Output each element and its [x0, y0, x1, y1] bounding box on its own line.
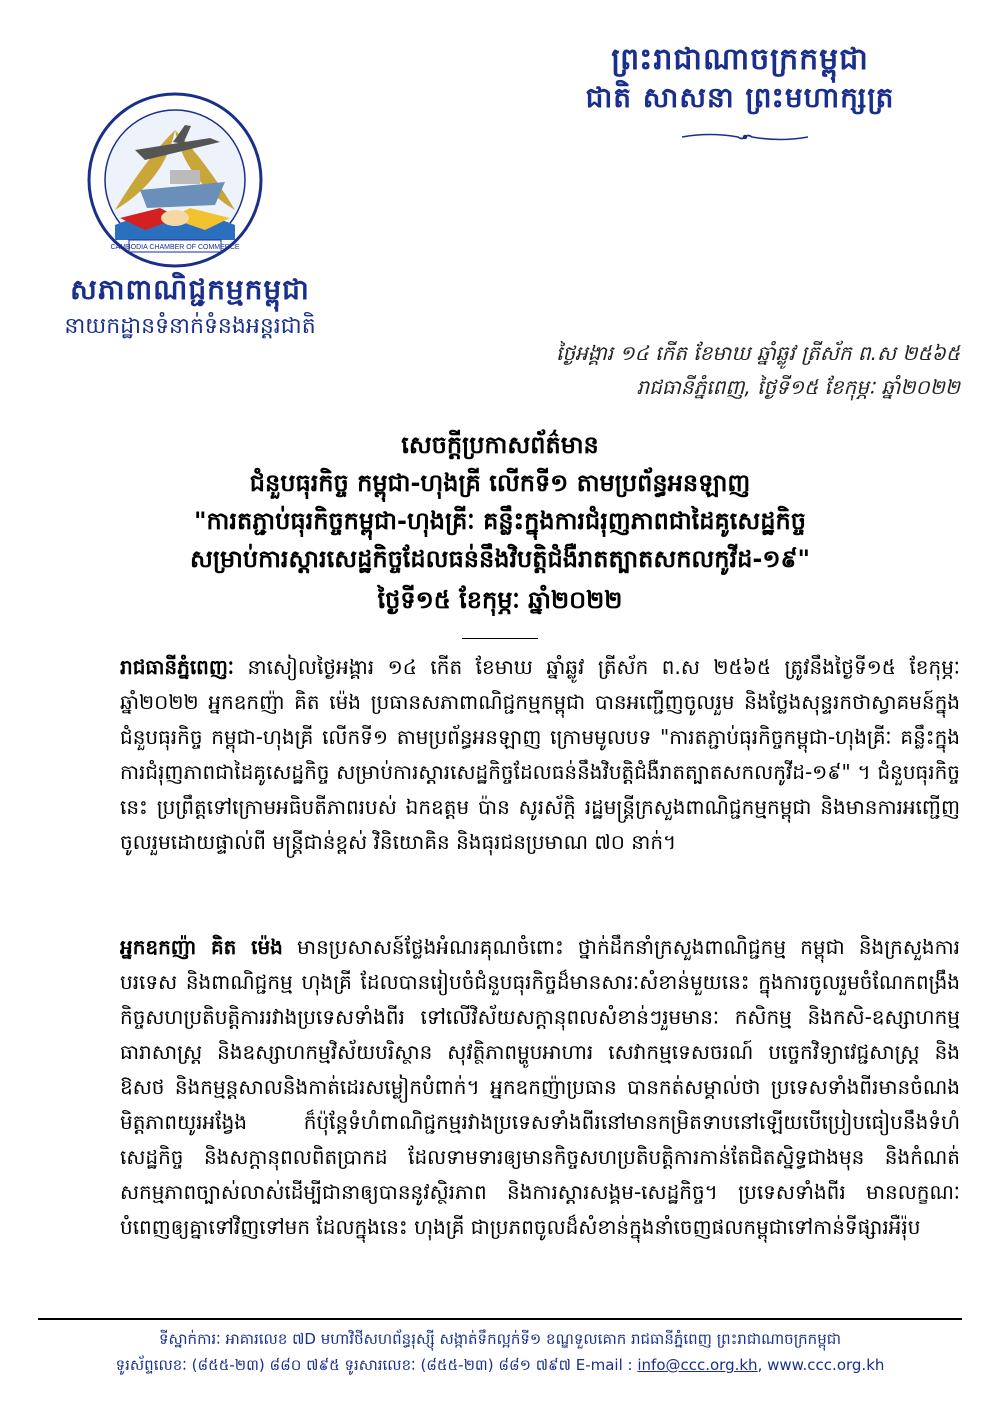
- body-paragraph-1: [120, 650, 960, 860]
- title-underline: [462, 638, 538, 639]
- department-name: នាយកដ្ឋានទំនាក់ទំនងអន្តរជាតិ: [64, 314, 316, 339]
- footer-contact: [40, 1356, 960, 1378]
- footer-phone-fax: ទូរស័ព្ទលេខៈ (៨៥៥-២៣) ៨៨០ ៧៩៥ ទូរសារលេខៈ (៨៥៥-២៣) ៨៨១ ៧៩៧ E-mail :: [115, 1356, 638, 1374]
- national-motto: ជាតិ សាសនា ព្រះមហាក្សត្រ: [585, 81, 895, 114]
- event-title: ជំនួបធុរកិច្ច កម្ពុជា-ហុងគ្រី លើកទី១ តាមប្រព័ន្ធអនឡាញ: [249, 469, 751, 497]
- kingdom-title: ព្រះរាជាណាចក្រកម្ពុជា: [611, 42, 869, 77]
- lunar-date: ថ្ងៃអង្គារ ១៤ កើត ខែមាឃ ឆ្នាំឆ្លូវ ត្រីស័ក ព.ស ២៥៦៥: [556, 341, 960, 365]
- footer-divider: [38, 1318, 962, 1320]
- press-release-heading: សេចក្តីប្រកាសព័ត៌មាន: [401, 431, 599, 459]
- ornament-divider: [680, 131, 810, 143]
- email-link[interactable]: info@ccc.org.kh: [637, 1356, 758, 1374]
- organization-name: សភាពាណិជ្ជកម្មកម្ពុជា: [70, 273, 310, 306]
- body-paragraph-2: [120, 930, 960, 1245]
- solar-date: រាជធានីភ្នំពេញ, ថ្ងៃទី១៥ ខែកុម្ភៈ ឆ្នាំ២០២២: [636, 375, 960, 399]
- paragraph-text: មានប្រសាសន៍ថ្លែងអំណរគុណចំពោះ ថ្នាក់ដឹកនាំក្រសួងពាណិជ្ជកម្ម កម្ពុជា និងក្រសួងការបរទេស និងពាណិជ្ជកម្ម ហុងគ្រី ដែលបានរៀបចំជំនួបធុរកិច្ចដ៏មានសារៈសំខាន់មួយនេះ ក្នុងការចូលរួមចំណែកពង្រឹងកិច្ចសហប្រតិបត្តិការរវាងប្រទេសទាំងពីរ ទៅលើវិស័យសក្តានុពលសំខាន់ៗរួមមានៈ កសិកម្ម និងកសិ-ឧស្សាហកម្ម ធារាសាស្ត្រ និងឧស្សាហកម្មវិស័យបរិស្ថាន សុវត្ថិភាពម្ហូបអាហារ សេវាកម្មទេសចរណ៍ បច្ចេកវិទ្យាវេជ្ជសាស្ត្រ និង ឱសថ និងកម្មន្តសាលនិងកាត់ដេរសម្លៀកបំពាក់។ អ្នកឧកញ៉ាប្រធាន បានកត់សម្គាល់ថា ប្រទេសទាំងពីរមានចំណងមិត្តភាពយូរអង្វែង ក៏ប៉ុន្តែទំហំពាណិជ្ជកម្មរវាងប្រទេសទាំងពីរនៅមានកម្រិតទាបនៅឡើយបើប្រៀបធៀបនឹងទំហំសេដ្ឋកិច្ច និងសក្តានុពលពិតប្រាកដ ដែលទាមទារឲ្យមានកិច្ចសហប្រតិបត្តិការកាន់តែជិតស្និទ្ធជាងមុន និងកំណត់សកម្មភាពច្បាស់លាស់ដើម្បីជានាឲ្យបាននូវស្ថិរភាព និងការស្តារសង្គម-សេដ្ឋកិច្ច។ ប្រទេសទាំងពីរ មានលក្ខណៈបំពេញឲ្យគ្នាទៅវិញទៅមក ដែលក្នុងនេះ ហុងគ្រី ជាប្រភពចូលដ៏សំខាន់ក្នុងនាំចេញផលកម្ពុជាទៅកាន់ទីផ្សារអឺរ៉ុប: [120, 935, 960, 1239]
- logo-text: CAMBODIA CHAMBER OF COMMERCE: [110, 244, 240, 251]
- chamber-logo: [85, 90, 265, 270]
- footer-address: ទីស្នាក់ការៈ អាគារលេខ ៧D មហាវិថីសហព័ន្ធរុស្ស៊ី សង្កាត់ទឹកល្អក់ទី១ ខណ្ឌទួលគោក រាជធានីភ្នំពេញ ព្រះរាជាណាចក្រកម្ពុជា: [158, 1330, 842, 1348]
- event-theme-line2: សម្រាប់ការស្តារសេដ្ឋកិច្ចដែលធន់នឹងវិបត្តិជំងឺរាតត្បាតសកលកូវីដ-១៩": [189, 545, 810, 573]
- paragraph-lead: អ្នកឧកញ៉ា គិត ម៉េង: [120, 935, 283, 959]
- paragraph-lead: រាជធានីភ្នំពេញៈ: [120, 655, 235, 679]
- paragraph-text: នាសៀលថ្ងៃអង្គារ ១៤ កើត ខែមាឃ ឆ្នាំឆ្លូវ ត្រីស័ក ព.ស ២៥៦៥ ត្រូវនឹងថ្ងៃទី១៥ ខែកុម្ភៈ ឆ្នាំ២០២២ អ្នកឧកញ៉ា គិត ម៉េង ប្រធានសភាពាណិជ្ជកម្មកម្ពុជា បានអញ្ជើញចូលរួម និងថ្លែងសុន្ទរកថាស្វាគមន៍ក្នុងជំនួបធុរកិច្ច កម្ពុជា-ហុងគ្រី លើកទី១ តាមប្រព័ន្ធអនឡាញ ក្រោមមូលបទ "ការតភ្ជាប់ធុរកិច្ចកម្ពុជា-ហុងគ្រីៈ គន្លឹះក្នុងការជំរុញភាពជាដៃគូសេដ្ឋកិច្ច សម្រាប់ការស្តារសេដ្ឋកិច្ចដែលធន់នឹងវិបត្តិជំងឺរាតត្បាតសកលកូវីដ-១៩" ។ ជំនួបធុរកិច្ចនេះ ប្រព្រឹត្តទៅក្រោមអធិបតីភាពរបស់ ឯកឧត្តម ប៉ាន សូរស័ក្តិ រដ្ឋមន្ត្រីក្រសួងពាណិជ្ជកម្មកម្ពុជា និងមានការអញ្ជើញចូលរួមដោយផ្ទាល់ពី មន្ត្រីជាន់ខ្ពស់ វិនិយោគិន និងធុរជនប្រមាណ ៧០ នាក់។: [120, 655, 961, 854]
- event-theme-line1: "ការតភ្ជាប់ធុរកិច្ចកម្ពុជា-ហុងគ្រីៈ គន្លឹះក្នុងការជំរុញភាពជាដៃគូសេដ្ឋកិច្ច: [194, 507, 806, 535]
- event-date: ថ្ងៃទី១៥ ខែកុម្ភៈ ឆ្នាំ២០២២: [377, 586, 623, 614]
- footer-website: , www.ccc.org.kh: [757, 1356, 885, 1374]
